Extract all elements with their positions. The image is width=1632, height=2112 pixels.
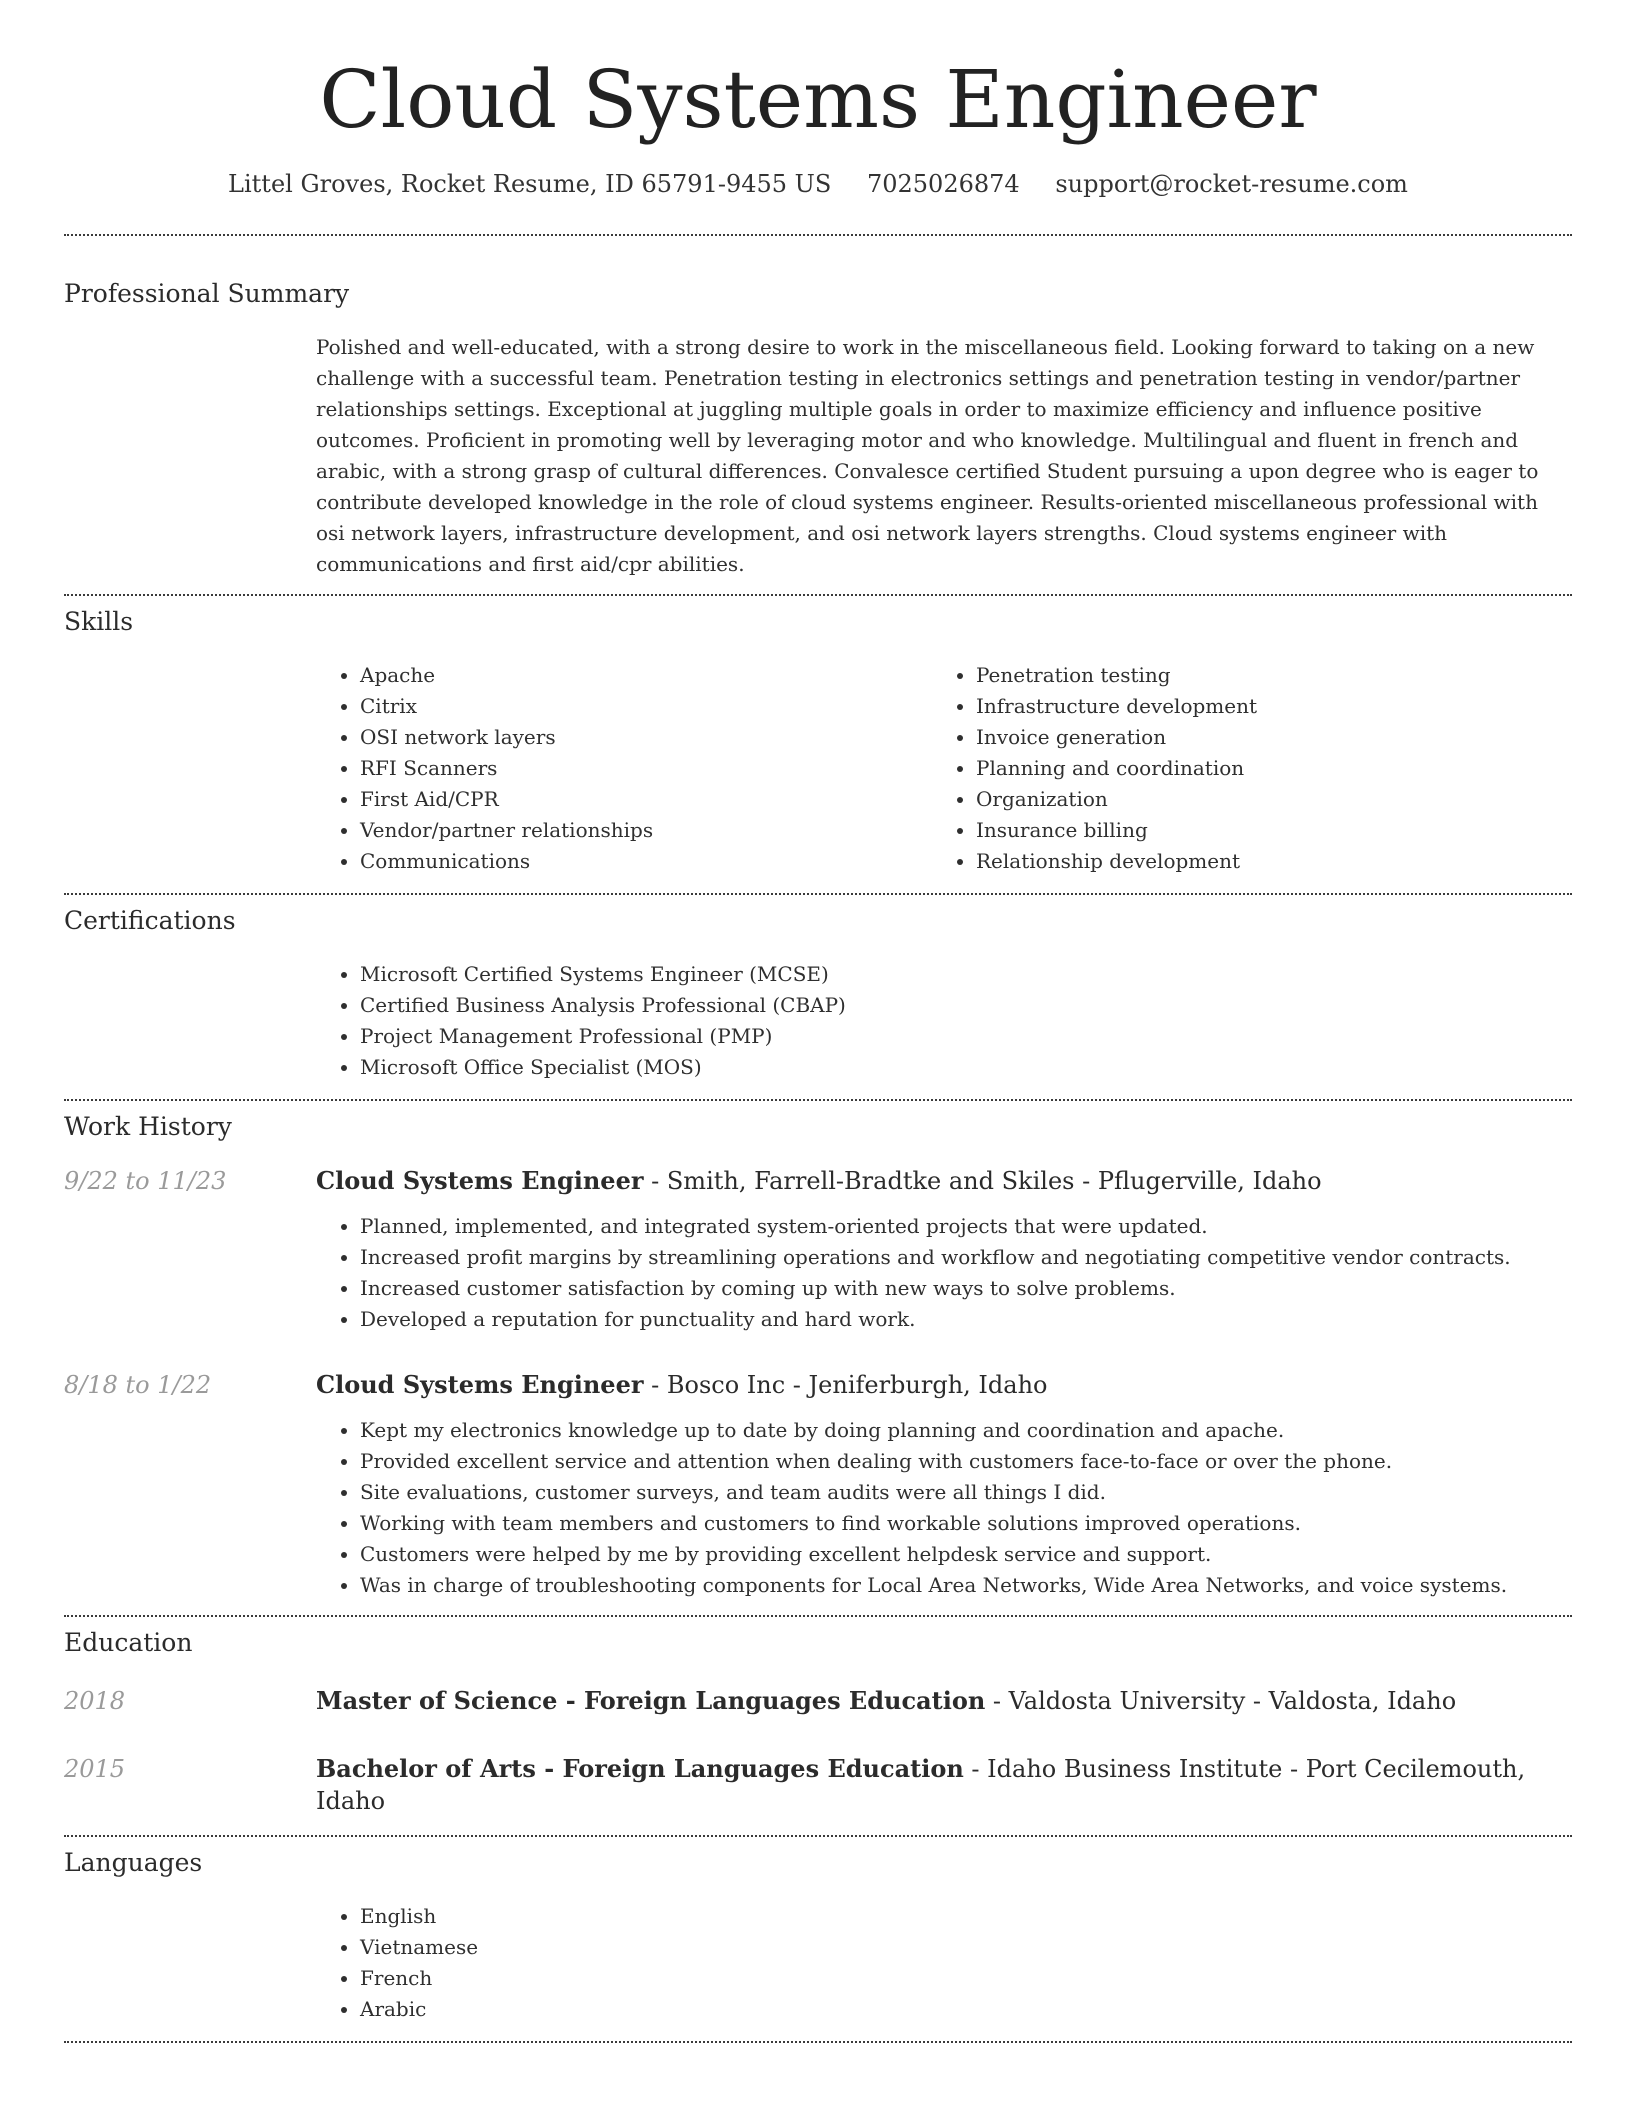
job-heading [316, 1369, 1572, 1401]
section-title-languages: Languages [64, 1848, 203, 1877]
language-item: • French [360, 1963, 1572, 1994]
job-duties-list [316, 1415, 1572, 1601]
education-entry [64, 1685, 1572, 1717]
skills-section [64, 596, 1572, 877]
summary-content [316, 332, 1572, 580]
skill-item: • Planning and coordination [976, 753, 1548, 784]
summary-text: Polished and well-educated, with a strong desire to work in the miscellaneous field. Looking forward to taking on a new challenge with a successful team. Penetration testing in electronics settings and penetration testing in vendor/partner relationships settings. Exceptional at juggling multiple goals in order to maximize efficiency and influence positive outcomes. Proficient in promoting well by leveraging motor and who knowledge. Multilingual and fluent in french and arabic, with a strong grasp of cultural differences. Convalesce certified Student pursuing a upon degree who is eager to contribute developed knowledge in the role of cloud systems engineer. Results-oriented miscellaneous professional with osi network layers, infrastructure development, and osi network layers strengths. Cloud systems engineer with communications and first aid/cpr abilities. [316, 335, 1539, 576]
skill-item: • Penetration testing [976, 660, 1548, 691]
section-title-skills: Skills [64, 607, 134, 636]
job-duties [316, 1211, 1572, 1335]
skill-item: • OSI network layers [360, 722, 932, 753]
skill-item: • Insurance billing [976, 815, 1548, 846]
skills-list-left [316, 660, 932, 877]
skill-item: • Organization [976, 784, 1548, 815]
education-year: 2018 [64, 1687, 126, 1715]
job-duty-item: • Increased profit margins by streamlining operations and workflow and negotiating competitive vendor contracts. [360, 1242, 1572, 1273]
skills-list-right [932, 660, 1548, 877]
job-entry [64, 1369, 1572, 1601]
contact-phone: 7025026874 [866, 170, 1020, 198]
job-duty-item: • Developed a reputation for punctuality and hard work. [360, 1304, 1572, 1335]
job-duty-item: • Increased customer satisfaction by coming up with new ways to solve problems. [360, 1273, 1572, 1304]
skill-item: • First Aid/CPR [360, 784, 932, 815]
language-item: • English [360, 1901, 1572, 1932]
languages-content [316, 1901, 1572, 2025]
section-title-summary: Professional Summary [64, 279, 350, 308]
skill-item: • RFI Scanners [360, 753, 932, 784]
education-heading [316, 1753, 1572, 1817]
education-degree: Master of Science - Foreign Languages Education [316, 1686, 986, 1715]
education-year: 2015 [64, 1755, 126, 1783]
certification-item: • Microsoft Office Specialist (MOS) [360, 1052, 1572, 1083]
education-section [64, 1617, 1572, 1817]
job-duty-item: • Provided excellent service and attention when dealing with customers face-to-face or over the phone. [360, 1446, 1572, 1477]
job-entry [64, 1165, 1572, 1335]
skill-item: • Communications [360, 846, 932, 877]
job-dates: 8/18 to 1/22 [64, 1371, 212, 1399]
work-history-section [64, 1101, 1572, 1601]
certification-item: • Microsoft Certified Systems Engineer (MCSE) [360, 959, 1572, 990]
section-title-education: Education [64, 1628, 193, 1657]
job-title: Cloud Systems Engineer [316, 1370, 644, 1399]
certifications-content [316, 959, 1572, 1083]
languages-list [316, 1901, 1572, 2025]
education-degree: Bachelor of Arts - Foreign Languages Education [316, 1754, 964, 1783]
job-duty-item: • Kept my electronics knowledge up to date by doing planning and coordination and apache. [360, 1415, 1572, 1446]
education-heading [316, 1685, 1572, 1717]
language-item: • Arabic [360, 1994, 1572, 2025]
skill-item: • Citrix [360, 691, 932, 722]
job-duties-list [316, 1211, 1572, 1335]
job-duty-item: • Working with team members and customers to find workable solutions improved operations. [360, 1508, 1572, 1539]
education-school-location: - Idaho Business Institute - Port Cecilemouth, Idaho [316, 1755, 1526, 1815]
job-duty-item: • Was in charge of troubleshooting components for Local Area Networks, Wide Area Networks, and voice systems. [360, 1570, 1572, 1601]
job-employer-location: - Bosco Inc - Jeniferburgh, Idaho [643, 1371, 1048, 1399]
job-duty-item: • Customers were helped by me by providing excellent helpdesk service and support. [360, 1539, 1572, 1570]
job-duties [316, 1415, 1572, 1601]
skill-item: • Relationship development [976, 846, 1548, 877]
resume-page [64, 0, 1572, 2043]
certification-item: • Certified Business Analysis Professional (CBAP) [360, 990, 1572, 1021]
contact-email: support@rocket-resume.com [1055, 170, 1408, 198]
section-title-certifications: Certifications [64, 906, 236, 935]
section-title-work-history: Work History [64, 1112, 232, 1141]
candidate-name: Cloud Systems Engineer [319, 53, 1317, 146]
section-divider [64, 2041, 1572, 2043]
resume-header [64, 0, 1572, 200]
language-item: • Vietnamese [360, 1932, 1572, 1963]
job-duty-item: • Planned, implemented, and integrated system-oriented projects that were updated. [360, 1211, 1572, 1242]
contact-address: Littel Groves, Rocket Resume, ID 65791-9455 US [228, 170, 832, 198]
job-duty-item: • Site evaluations, customer surveys, and team audits were all things I did. [360, 1477, 1572, 1508]
skill-item: • Invoice generation [976, 722, 1548, 753]
skills-column-left [316, 660, 932, 877]
skills-content [316, 660, 1572, 877]
skill-item: • Vendor/partner relationships [360, 815, 932, 846]
contact-line [64, 168, 1572, 200]
languages-section [64, 1837, 1572, 2025]
certification-item: • Project Management Professional (PMP) [360, 1021, 1572, 1052]
education-school-location: - Valdosta University - Valdosta, Idaho [985, 1687, 1457, 1715]
education-entry [64, 1753, 1572, 1817]
skill-item: • Infrastructure development [976, 691, 1548, 722]
job-dates: 9/22 to 11/23 [64, 1167, 227, 1195]
summary-section [64, 236, 1572, 580]
skills-column-right [932, 660, 1548, 877]
certifications-section [64, 895, 1572, 1083]
skill-item: • Apache [360, 660, 932, 691]
job-title: Cloud Systems Engineer [316, 1166, 644, 1195]
job-employer-location: - Smith, Farrell-Bradtke and Skiles - Pflugerville, Idaho [643, 1167, 1322, 1195]
certifications-list [316, 959, 1572, 1083]
job-heading [316, 1165, 1572, 1197]
